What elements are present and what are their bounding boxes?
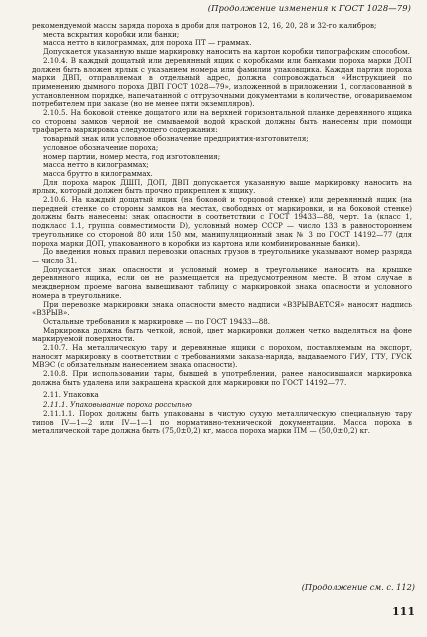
paragraph: Допускается указанную выше маркировку наносить на картон коробки типографским способом.: [43, 47, 410, 57]
continuation-note: (Продолжение см. с. 112): [301, 582, 415, 592]
paragraph: товарный знак или условное обозначение предприятия-изготовителя;: [43, 134, 309, 144]
paragraph: места вскрытия коробки или банки;: [43, 29, 180, 39]
paragraph: До введения новых правил перевозки опасных грузов в треугольнике указывают номер разряда — число 31.: [32, 247, 412, 265]
paragraph: 2.10.4. В каждый дощатый или деревянный ящик с коробками или банками пороха марки ДОП должен быть вложен ярлык с указанием номера или фамилии упаковщика. Каждая партия пороха марки ДВП, отправляемая в отдельный адрес, должна сопровождаться «Инструкцией по применению дымного пороха ДВП ГОСТ 1028—79», изложенной в приложении 1, согласованной в установленном порядке, напечатанной с отгрузочными документами в количестве, оговариваемом потребителем при заказе (но не менее пяти экземпляров).: [32, 55, 412, 109]
paragraph: масса брутто в килограммах.: [43, 168, 153, 178]
paragraph: 2.10.7. На металлическую тару и деревянные ящики с порохом, поставляемым на экспорт, наносят маркировку в соответствии с требованиями заказа-наряда, выдаваемого ГИУ, ГТУ, ГУСК МВЭС (с обязательным нанесением знака опасности).: [32, 343, 412, 370]
document-body: [32, 22, 412, 436]
paragraph: 2.10.6. На каждый дощатый ящик (на боковой и торцовой стенке) или деревянный ящик (на передней стенке со стороны замков на местах, свободных от маркировки, и на боковой стенке) должны быть нанесены: знак опасности в соответствии с ГОСТ 19433—88, черт. 1а (класс 1, подкласс 1.1, группа совместимости D), условный номер СССР — число 133 в равностороннем треугольнике со стороной 80 или 150 мм, манипуляционный знак № 3 по ГОСТ 14192—77 (для пороха марки ДОП, упакованного в коробки из картона или комбинированные банки).: [32, 195, 412, 248]
paragraph: номер партии, номер места, год изготовления;: [43, 151, 221, 161]
paragraph: Для пороха марок ДШП, ДОП, ДВП допускается указанную выше маркировку наносить на ярлык, который должен быть прочно прикреплен к ящику.: [32, 177, 412, 196]
paragraph: 2.10.5. На боковой стенке дощатого или на верхней горизонтальной планке деревянного ящика со стороны замков черной не смываемой водой краской должны быть нанесены при помощи трафарета маркировка следующего содержания:: [32, 108, 412, 135]
paragraph: рекомендуемой массы заряда пороха в дроби для патронов 12, 16, 20, 28 и 32-го калибров;: [32, 21, 377, 30]
paragraph: 2.10.8. При использовании тары, бывшей в употреблении, ранее наносившаяся маркировка должна быть удалена или закрашена краской для маркировки по ГОСТ 14192—77.: [32, 369, 412, 387]
paragraph: При перевозке маркировки знака опасности вместо надписи «ВЗРЫВАЕТСЯ» наносят надпись «ВЗРЫВ».: [32, 299, 412, 318]
page-header: (Продолжение изменения к ГОСТ 1028—79): [207, 3, 411, 13]
section-heading: 2.11. Упаковка: [43, 389, 99, 399]
paragraph: Маркировка должна быть четкой, ясной, цвет маркировки должен четко выделяться на фоне маркируемой поверхности.: [32, 325, 412, 344]
paragraph: масса нетто в килограммах, для пороха ПТ — граммах.: [43, 38, 252, 48]
subsection-heading: 2.11.1. Упаковывание пороха россыпью: [43, 400, 192, 410]
paragraph: 2.11.1.1. Порох должны быть упакованы в чистую сухую металлическую специальную тару типов IV—1—2 или IV—1—1 по нормативно-технической документации. Масса пороха в металлической таре должна быть (75,0±0,2) кг, масса пороха марки ПМ — (50,0±0,2) кг.: [32, 408, 412, 436]
paragraph: масса нетто в килограммах;: [43, 160, 149, 170]
paragraph: Остальные требования к маркировке — по ГОСТ 19433—88.: [43, 316, 271, 326]
paragraph: Допускается знак опасности и условный номер в треугольнике наносить на крышке деревянного ящика, если он не размещается на предусмотренном месте. В этом случае в междверном проеме вагона вывешивают таблицу с маркировкой знака опасности и условного номера в треугольнике.: [32, 264, 412, 300]
page-number: 111: [392, 605, 415, 618]
paragraph: условное обозначение пороха;: [43, 142, 159, 152]
